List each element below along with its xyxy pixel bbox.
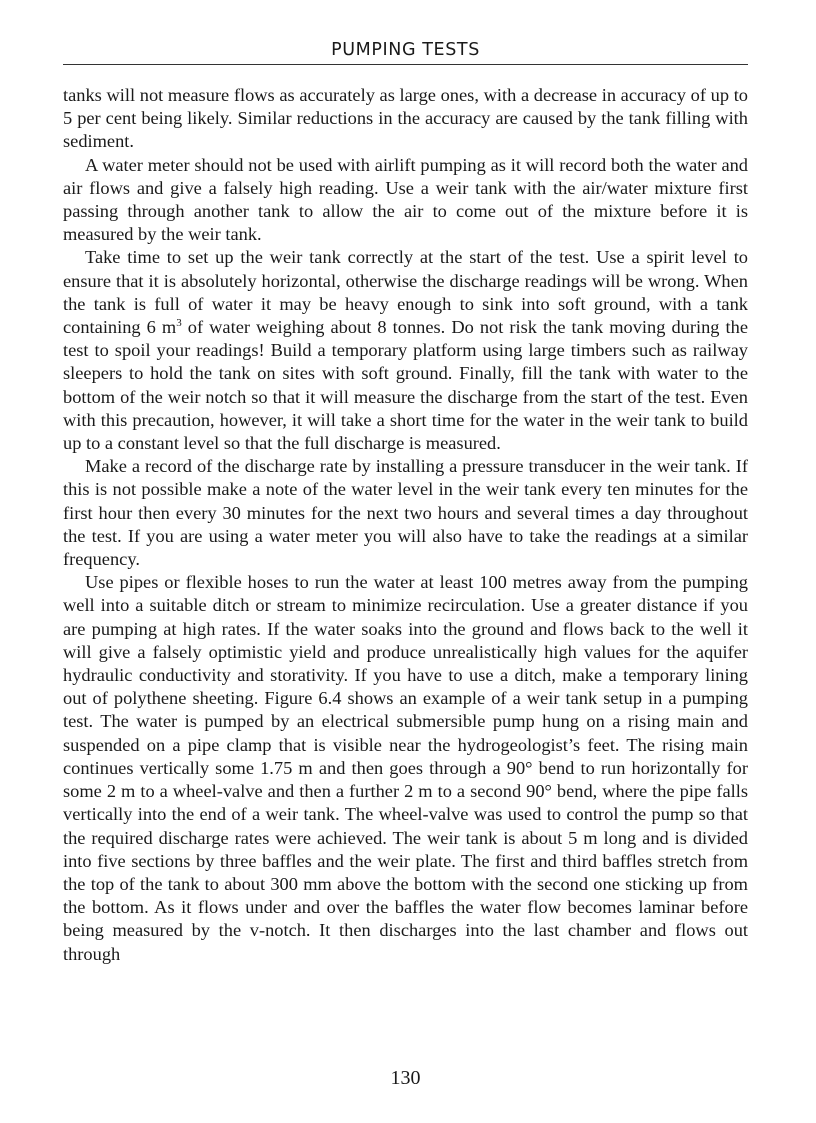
cubic-exponent: 3 [176, 317, 182, 330]
paragraph-4: Make a record of the discharge rate by installing a pressure transducer in the weir tank. If this is not possible make a note of the water level in the weir tank every ten minutes for the first hour then every 30 minutes for the next two hours and several times a day throughout the test. If you are using a water meter you will also have to take the readings at a similar frequency. [63, 456, 748, 570]
paragraph-2: A water meter should not be used with airlift pumping as it will record both the water and air flows and give a falsely high reading. Use a weir tank with the air/water mixture first passing through another tank to allow the air to come out of the mixture before it is measured by the weir tank. [63, 154, 748, 245]
page-number: 130 [390, 1067, 421, 1089]
paragraph-5: Use pipes or flexible hoses to run the water at least 100 metres away from the pumping well into a suitable ditch or stream to minimize recirculation. Use a greater distance if you are pumping at high rates. If the water soaks into the ground and flows back to the well it will give a falsely optimistic yield and produce unrealistically high values for the aquifer hydraulic conductivity and storativity. If you have to use a ditch, make a temporary lining out of polythene sheeting. Figure 6.4 shows an example of a weir tank setup in a pumping test. The water is pumped by an electrical submersible pump hung on a rising main and suspended on a pipe clamp that is visible near the hydrogeologist’s feet. The rising main continues vertically some 1.75 m and then goes through a 90° bend to run horizontally for some 2 m to a wheel-valve and then a further 2 m to a second 90° bend, where the pipe falls vertically into the end of a weir tank. The wheel-valve was used to control the pump so that the required discharge rates were achieved. The weir tank is about 5 m long and is divided into five sections by three baffles and the weir plate. The first and third baffles stretch from the top of the tank to about 300 mm above the bottom with the second one sticking up from the bottom. As it flows under and over the baffles the water flow becomes laminar before being measured by the v-notch. It then discharges into the last chamber and flows out through [63, 572, 748, 964]
paragraph-3 [63, 246, 748, 455]
paragraph-1: tanks will not measure flows as accurately as large ones, with a decrease in accuracy of up to 5 per cent being likely. Similar reductions in the accuracy are caused by the tank filling with sediment. [63, 85, 748, 152]
body-text [63, 84, 748, 966]
header-rule [63, 64, 748, 65]
running-head-title: PUMPING TESTS [331, 40, 480, 60]
paragraph-3-text-a: Take time to set up the weir tank correctly at the start of the test. Use a spirit level to ensure that it is absolutely horizontal, otherwise the discharge readings will be wrong. When the tank is full of water it may be heavy enough to sink into soft ground, with a tank containing 6 m [63, 247, 748, 338]
paragraph-3-text-b: of water weighing about 8 tonnes. Do not risk the tank moving during the test to spoil your readings! Build a temporary platform using large timbers such as railway sleepers to hold the tank on sites with soft ground. Finally, fill the tank with water to the bottom of the weir notch so that it will measure the discharge from the start of the test. Even with this precaution, however, it will take a short time for the water in the weir tank to build up to a constant level so that the full discharge is measured. [63, 317, 749, 454]
